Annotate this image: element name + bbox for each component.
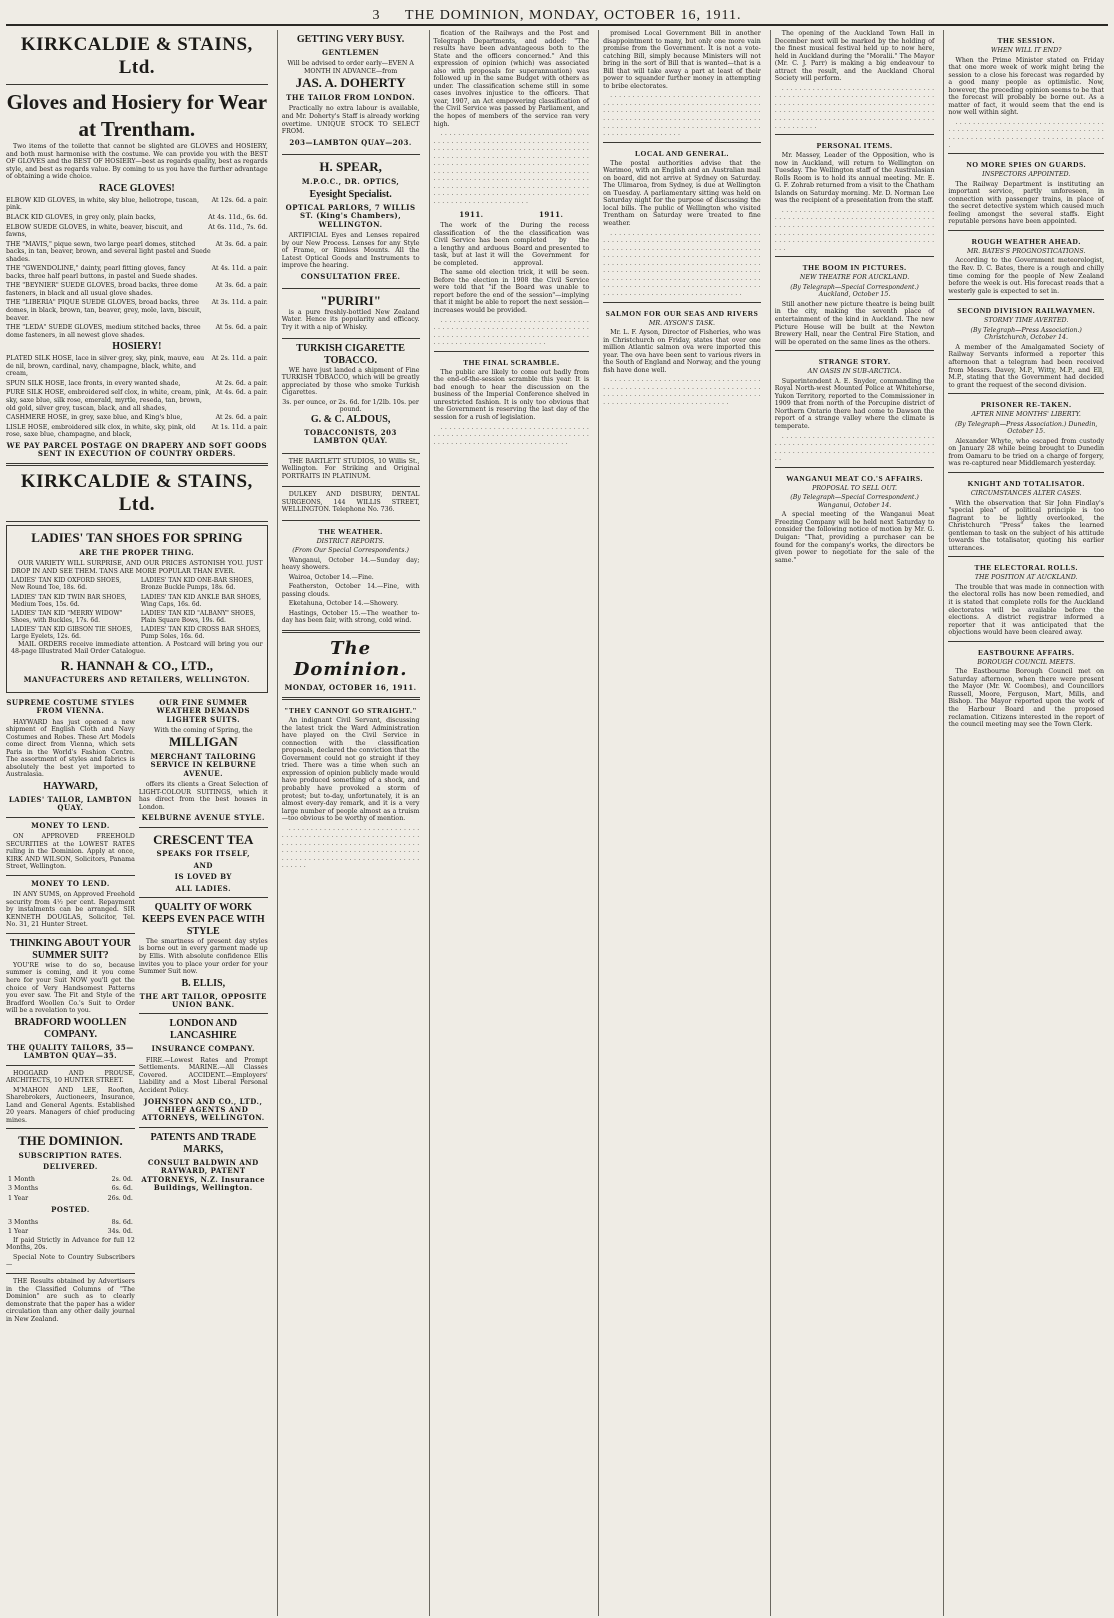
price-row: LISLE HOSE, embroidered silk clox, in white, sky, pink, old rose, saxe blue, champagne, and black, At 1s. 11d. a pair. [6,423,268,439]
advertiser-title: G. & C. ALDOUS, [310,413,391,425]
table-row: 3 Months 6s. 6d. [8,1185,133,1193]
article-body: The Eastbourne Borough Council met on Saturday afternoon, when there were present the Mayor (Mr. W. Coombes), and Councillors Russell, Moore, Ferguson, Mart, Mills, and Bishop. The Mayor reported upon the work of the Harbour Board and the proposed reclamation. Citizens interested in the report of the council meeting may see the Town Clerk. [948,668,1105,729]
article-heading: THE SESSION. [997,36,1055,45]
ad-body: is a pure freshly-bottled New Zealand Water. Hence its popularity and efficacy. Try it with a nip of Whisky. [281,308,420,332]
article-body-filler: . . . . . . . . . . . . . . . . . . . . . . . . . . . . . . . . . . . . . . . . . . . . . . . . . . . . . . . . . . . . . . . . . . . . . . . . . . . . . . . . . . . . . . . . . . . . . . . . . . . . . . . . . . . . . [774,432,935,463]
article-body: The public are likely to come out badly from the end-of-the-session scramble this year. It is bad enough to hear the discussion on the business of the Imperial Conference shelved in unrestricted fashion. It is only too obvious that the Government is reserving the last day of the session for a rush of legislation. [433,368,590,421]
article-body: The trouble that was made in connection with the electoral rolls has now been remedied, and it is stated that complete rolls for the Auckland electorates will be available before the elections. A district registrar informed a reporter that it was anticipated that the objections would have been cleared away. [948,583,1105,637]
price-row: ELBOW SUEDE GLOVES, in white, beaver, biscuit, and fawns, At 6s. 11d., 7s. 6d. [6,223,268,239]
studio-ad [282,454,420,488]
weather-report: Featherston, October 14.—Fine, with passing clouds. [281,583,420,598]
spear-ad: H. SPEAR, M.P.O.C., DR. OPTICS, Eyesight Specialist. OPTICAL PARLORS, 7 WILLIS ST. (King's Chambers), WELLINGTON. ARTIFICIAL Eyes and Lenses repaired by our New Process. Lenses for any Style of Frame, or Rimless Mounts. All the Latest Optical Goods and Instruments to improve the hearing. CONSULTATION FREE. [282,155,420,289]
advertiser-title: H. SPEAR, [319,159,382,175]
ad-body: M'MAHON AND LEE, Rooften, Sharebrokers, Auctioneers, Insurance, Land and General Agents. Established 20 years. Managers of chief producing mines. [6,1086,135,1124]
ad-body: HAYWARD has just opened a new shipment of English Cloth and Navy Costumes and Robes. These Art Models come direct from Vienna, which sets Paris in the World's Fashion Centre. The assortment of styles and fabrics is absolutely the best yet imported to Australasia. [6,718,135,779]
article-body: A member of the Amalgamated Society of Railway Servants informed a reporter this afternoon that a telegram had been received from Messrs. Davey, M.P., Witty, M.P., and Ell, M.P., stating that the Government had decided to grant the request of the second division. [948,343,1105,389]
advertiser-title: R. HANNAH & CO., LTD., [60,657,213,673]
table-subhead: DELIVERED. [43,1162,98,1172]
ad-body: DULKEY AND DISBURY, DENTAL SURGEONS, 144 WILLIS STREET, WELLINGTON. Telephone No. 736. [281,491,420,514]
table-row: 1 Year 26s. 0d. [8,1194,133,1202]
article-body: According to the Government meteorologist, the Rev. D. C. Bates, there is a rough and chilly time coming for the people of New Zealand before the week is out. His forecast reads that a westerly gale is expected to set in. [948,257,1105,295]
column-5 [770,30,939,1616]
section-heading: HOSIERY! [112,341,162,353]
column-3 [429,30,594,1616]
section-heading: LOCAL AND GENERAL. [635,148,729,158]
ad-body: IN ANY SUMS, on Approved Freehold security from 4½ per cent. Repayment by instalments can be arranged. SIR KENNETH DOUGLAS, Solicitor, Tel. No. 31, 21 Hunter Street. [6,891,135,929]
shoe-list [11,577,263,641]
weather-report: Eketahuna, October 14.—Showery. [288,600,399,608]
article-body: A special meeting of the Wanganui Meat Freezing Company will be held next Saturday to consider the following notice of motion by Mr. G. Duigan: "That, providing a purchaser can be found for the company's works, the directors be given power to negotiate for the sale of the same." [774,511,935,564]
rates-table [6,1218,135,1237]
ad-foot: JOHNSTON AND CO., LTD., CHIEF AGENTS AND ATTORNEYS, WELLINGTON. [141,1096,265,1123]
ad-body: The smartness of present day styles is borne out in every garment made up by Ellis. With absolute confidence Ellis invites you to place your order for your Summer Suit now. [138,937,268,976]
hosiery-list [6,355,268,438]
ad-body: ARTIFICIAL Eyes and Lenses repaired by our New Process. Lenses for any Style of Frame, or Rimless Mounts. All the Latest Optical Goods and Instruments to improve the hearing. [281,232,420,270]
list-item: LADIES' TAN KID "ALBANY" SHOES, Plain Square Bows, 19s. 6d. [140,609,256,625]
advertiser-subtitle: THE ART TAILOR, OPPOSITE UNION BANK. [139,991,267,1010]
advertiser-title: B. ELLIS, [181,977,226,989]
advertiser-title: KIRKCALDIE & STAINS, Ltd. [20,34,253,78]
article-body-filler: . . . . . . . . . . . . . . . . . . . . . . . . . . . . . . . . . . . . . . . . . . . . . . . . . . . . . . . . . . . . . . . . . . . . . . . . . . . . . . . . . . . . . . . . . . . . . . . . . . . . . . . . . . . . . . . . . . . . . . . . . . . . . . . . . . . . . . . . . . . . . . . . . . . . . . . . . . . . . . . . . . . . . . . . . . . . . . . . . . . . . . . . . . . . . . . . . . . . . . . . . . . . . . . . . . . . . . . . . . . . . . . . . . . . . . . . . . . . . . . . . . . . . . . . . . . . . . . . . . . . . . . . . . . . . . . . . . . . . . . . . . . . . . . . . . . . . . . . . . . . . . . . . . . . . . . . . . . . . . . . . . . . . . . . . . . . . . . . [433,130,590,206]
article-heading: ROUGH WEATHER AHEAD. [971,236,1081,246]
price-row: THE "LEDA" SUEDE GLOVES, medium stitched backs, three dome fasteners, in all newest glove shades. At 5s. 6d. a pair. [6,324,268,339]
section-subheading: DISTRICT REPORTS. [316,537,385,545]
ad-body: HOGGARD AND PROUSE, ARCHITECTS, 10 HUNTER STREET. [6,1069,135,1085]
ad-body: ON APPROVED FREEHOLD SECURITIES at the LOWEST RATES ruling in the Dominion. Apply at once, KIRK AND WILSON, Solicitors, Panama Street, Wellington. [6,833,135,871]
article-body: The Railway Department is instituting an important service, partly unforeseen, in connection with passenger trains, in place of the secret detective system which caused much feeling amongst the several staffs. Eight reputable persons have been appointed. [948,180,1105,226]
column-4 [598,30,765,1616]
article-heading: KNIGHT AND TOTALISATOR. [967,478,1085,488]
divider [6,84,268,85]
article-body-filler: . . . . . . . . . . . . . . . . . . . . . . . . . . . . . . . . . . . . . . . . . . . . . . . . . . . . . . . . . . . . . . . . . . . . . . . . . . . . . . . . . . . . . . . . . . . . . . . . . . . . [433,423,590,446]
rates-table [6,1175,135,1204]
ad-headline: TURKISH CIGARETTE TOBACCO. [296,342,405,366]
article-body: The same old election trick, it will be seen. Before the election in 1908 the Civil Service were told that "if the Board was unable to report before the end of the session"—implying that it might be able to report the next session—increases would be provided. [433,269,590,314]
dental-ad [282,487,420,521]
advertiser-subtitle: LADIES' TAILOR, LAMBTON QUAY. [8,794,132,813]
page-number: 3 [372,8,381,23]
comparison-left [434,208,510,270]
ad-body: Will be advised to order early—EVEN A MONTH IN ADVANCE—from [287,60,414,75]
article-subheading: WHEN WILL IT END? [990,47,1062,54]
article-body-filler: . . . . . . . . . . . . . . . . . . . . . . . . . . . . . . . . . . . . . . . . . . . . . . . . . . . . . . . . . . . . . . . . . . . . . . . . . . . . . . . . . . . . . . . . . . . . . . . . . . . . . . . . . . . . . . . . . . . . . . . . . . . . . . . . . . . . . . . [603,376,761,406]
list-item: LADIES' TAN KID GIBSON TIE SHOES, Large Eyelets, 12s. 6d. [11,626,133,641]
article-body-filler: . . . . . . . . . . . . . . . . . . . . . . . . . . . . . . . . . . . . . . . . . . . . . . . . . . . . . . . . . . . . . . . . . . . . . . . . . . . . . . . . . . . . . . . . . . . . . . . . . . . . . . . . . . . . . . . . . . . . . . . . . . . . . . . . . . . . . . . . . . . . . . . . . . . . . . . . . . . . . . . . . . . . . . . . . . . . . . . . . . . . . . . . . . . . . . . . . . . . . . . . . . . . . . . . . . . . . . . . . . . . . . . . . . . . . . . . . . . . . . . . . . . . . . . . . . . . . . . . . . . . . . . . . . . . . . . . . . . . . . . . . . . . . . . . . . . . . . . . . . . . . . . . . . . . . . . . . . . . . . [603,229,761,297]
price-row: THE "BEYNIER" SUEDE GLOVES, broad backs, three dome fasteners, in black and all usual glove shades. At 3s. 6d. a pair. [6,282,268,297]
article-heading: PRISONER RE-TAKEN. [980,400,1072,410]
comparison-right [513,208,589,270]
ad-headline: GETTING VERY BUSY. [296,34,405,45]
postage-note: WE PAY PARCEL POSTAGE ON DRAPERY AND SOFT GOODS SENT IN EXECUTION OF COUNTRY ORDERS. [6,440,268,459]
column-2 [277,30,424,1616]
ad-headline: MONEY TO LEND. [31,878,110,888]
advertiser-title: BRADFORD WOOLLEN COMPANY. [14,1016,127,1040]
article-heading: NO MORE SPIES ON GUARDS. [966,160,1087,170]
ad-headline: LADIES' TAN SHOES FOR SPRING [31,530,243,546]
section-heading: THE WEATHER. [318,526,383,536]
weather-report: Hastings, October 15.—The weather to-day has been fair, with strong, cold wind. [281,609,420,625]
article-body: With the observation that Sir John Findlay's "special plea" of political principle is too flagrant to be lightly overlooked, the Christchurch "Press" takes the learned gentleman to task on the subject of his attitude towards the totalisator, quoting his earlier utterances. [948,499,1105,552]
gloves-list [6,197,268,339]
advertiser-subtitle: INSURANCE COMPANY. [151,1044,255,1054]
ad-headline: Gloves and Hosiery for Wear at Trentham. [6,89,268,141]
dateline: (By Telegraph—Special Correspondent.) Auckland, October 15. [790,283,919,299]
list-item: LADIES' TAN KID TWIN BAR SHOES, Medium Toes, 15s. 6d. [11,593,127,608]
doherty-ad: GETTING VERY BUSY. GENTLEMEN Will be advised to order early—EVEN A MONTH IN ADVANCE—from JAS. A. DOHERTY THE TAILOR FROM LONDON. Practically no extra labour is available, and Mr. Doherty's Staff is already working overtime. UNIQUE STOCK TO SELECT FROM. 203—LAMBTON QUAY—203. [282,30,420,155]
ad-body: THE BARTLETT STUDIOS, 10 Willis St., Wellington. For Striking and Original PORTRAITS IN PLATINUM. [281,457,420,480]
article-heading: THE FINAL SCRAMBLE. [463,357,560,367]
dateline: (By Telegraph—Press Association.) Dunedin, October 15. [955,420,1098,436]
article-subheading: AFTER NINE MONTHS' LIBERTY. [971,411,1081,419]
list-item: LADIES' TAN KID CROSS BAR SHOES, Pump Soles, 16s. 6d. [140,626,261,641]
article-heading: STRANGE STORY. [818,357,891,367]
ad-headline: MONEY TO LEND. [31,820,110,830]
price-row: BLACK KID GLOVES, in grey only, plain backs, At 4s. 11d., 6s. 6d. [6,214,268,222]
article-body-filler: . . . . . . . . . . . . . . . . . . . . . . . . . . . . . . . . . . . . . . . . . . . . . . . . . . . . . . . . . . . . . . . . . . . . . . . . . . . . . . . . . . . . . . . . . . . . . . . . . . . . . . . . . [948,118,1105,149]
right-ad-column: OUR FINE SUMMER WEATHER DEMANDS LIGHTER SUITS. With the coming of Spring, the MILLIGAN MERCHANT TAILORING SERVICE IN KELBURNE AVENUE. offers its clients a Great Selection of LIGHT-COLOUR SUITINGS, which it has direct from the best houses in London. KELBURNE AVENUE STYLE. CRESCENT TEA SPEAKS FOR ITSELF, AND IS LOVED BY ALL LADIES. QUALITY OF WORK KEEPS EVEN PACE WITH STYLE The smartness of present day styles is borne out in every garment made up by Ellis. With absolute confidence Ellis invites you to place your order for your Summer Suit now. B. ELLIS, THE ART TAILOR, OPPOSITE UNION BANK. LONDON AND LANCASHIRE INSURANCE COMPANY. FIRE.—Lowest Rates and Prompt Settlements. MARINE.—All Classes Covered. ACCIDENT.—Employers' Liability and a Most Liberal Personal Accident Policy. JOHNSTON AND CO., LTD., CHIEF AGENTS AND ATTORNEYS, WELLINGTON. PATENTS AND TRADE MARKS, CONSULT BALDWIN AND RAYWARD, PATENT ATTORNEYS, N.Z. Insurance Buildings, Wellington. [138,697,268,1192]
ad-headline: THINKING ABOUT YOUR SUMMER SUIT? [9,937,131,961]
article-subheading: MR. AYSON'S TASK. [648,319,715,327]
article-body-filler: . . . . . . . . . . . . . . . . . . . . . . . . . . . . . . . . . . . . . . . . . . . . . . . . . . . . . . . . . . . . . . . . . . . . . . . . . . . . . . . . . . . . . . . . . . . . . . . . . . . . . . . . . . . . . . . . . . . . . . . . . . . . . . . . . . . . . . . . . . . . . . . . . . . . . . . . . . . . . . . . [281,824,420,870]
article-body: Mr. Massey, Leader of the Opposition, who is now in Auckland, will return to Wellington on Tuesday. The Wellington staff of the Australasian Rolls Room is to hold its annual meeting. Mr. E. G. F. Zohrab returned from a visit to the Chatham Islands on Saturday morning. Mr. D. Norman Lee was the recipient of a presentation from the staff. [774,152,935,205]
article-subheading: INSPECTORS APPOINTED. [982,171,1071,179]
comparison-table [434,208,590,270]
issue-date: MONDAY, OCTOBER 16, 1911. [284,682,417,692]
mail-orders-note: MAIL ORDERS receive immediate attention. A Postcard will bring you our 48-page Illustrated Mail Order Catalogue. [11,640,263,656]
ad-body: With the coming of Spring, the [154,726,253,734]
rates-note: If paid Strictly in Advance for full 12 Months, 20s. [6,1236,135,1252]
article-body: promised Local Government Bill in another disappointment to many, but only one more vain promise from the Government. It is not a vote-catching Bill, simply because Ministers will not bring in the sort of Bill that is wanted—that is a Bill that will take away a part at least of their power to squander further money in attempting to bribe electorates. [603,30,761,90]
ad-foot: KELBURNE AVENUE STYLE. [141,813,265,823]
table-row: 1 Month 2s. 0d. [8,1175,133,1183]
price-row: PLATED SILK HOSE, lace in silver grey, sky, pink, mauve, eau de nil, brown, cardinal, navy, champagne, black, white, and cream, At 2s. 11d. a pair. [6,355,268,378]
list-item: LADIES' TAN KID "MERRY WIDOW" Shoes, with Buckles, 17s. 6d. [11,609,123,625]
table-row: 3 Months 8s. 6d. [8,1218,133,1226]
advertiser-title: KIRKCALDIE & STAINS, Ltd. [20,471,253,516]
article-body: When the Prime Minister stated on Friday that one more week of work might bring the session to a close his forecast was regarded by a good many people as optimistic. Now, however, the preceding opinion seems to be that the forecast will probably be borne out. As a matter of fact, it would seem that the end is now well within sight. [948,56,1105,117]
price-row: PURE SILK HOSE, embroidered self clox, in white, cream, pink, sky, saxe blue, silk rose, emerald, myrtle, reseda, tan, brown, old gold, silver grey, tuscan, black, and all shades, At 4s. 6d. a pair. [6,389,268,412]
ad-headline: SUPREME COSTUME STYLES FROM VIENNA. [6,697,135,716]
left-ad-column [6,696,135,1326]
ad-body: YOU'RE wise to do so, because summer is coming, and it you come here for your Suit NOW you'll get the choice of Very Handsomest Patterns you ever saw. The Fit and Style of the Bradford Woollen Co.'s Suit to Order will be a revelation to you. [6,961,135,1015]
article-heading: THE ELECTORAL ROLLS. [974,563,1078,573]
ad-address: 203—LAMBTON QUAY—203. [289,137,412,147]
article-body: fication of the Railways and the Post and Telegraph Departments, and added: "The results have been advantageous both to the State and the officers concerned." And this expression of opinion (which) was associated also with proposals for superannuation) was followed up in the same Budget with others as under. The classification scheme still in some cases involves injustice to the officers. That year, 1907, an Act empowering classification of the Civil Service was passed by Parliament, and the hopes of members of the service ran very high. [433,30,590,128]
advertiser-subtitle: CONSULT BALDWIN AND RAYWARD, PATENT ATTORNEYS, N.Z. Insurance Buildings, Wellington. [141,1157,266,1192]
ad-headline: OUR FINE SUMMER WEATHER DEMANDS LIGHTER SUITS. [156,697,250,724]
masthead [6,8,1108,26]
article-body: Mr. L. F. Ayson, Director of Fisheries, who was in Christchurch on Friday, states that over one million Atlantic salmon ova were imported this year. The ova have been sent to various rivers in the South of England and Norway, and the young fish have done well. [603,329,761,374]
ad-headline: SUBSCRIPTION RATES. [18,1150,123,1160]
article-body: The work of the classification of the Civil Service has been a lengthy and arduous task, but at last it will be completed. [433,221,510,267]
advertiser-subtitle: MANUFACTURERS AND RETAILERS, WELLINGTON. [23,675,250,685]
ad-intro: OUR VARIETY WILL SURPRISE, AND OUR PRICES ASTONISH YOU. JUST DROP IN AND SEE THEM. TANS ARE MORE POPULAR THAN EVER. [11,560,263,575]
advertiser-subtitle: MERCHANT TAILORING SERVICE IN KELBURNE AVENUE. [150,752,257,778]
ad-headline: "PURIRI" [320,293,381,309]
kirkcaldie-gloves-ad [6,30,268,522]
article-body: An indignant Civil Servant, discussing the latest trick the Ward Administration have played on the Civil Service in connection with the classification proposals, declared the conviction that the Government could not go straight if they tried. There was a time when such an expression of opinion publicly made would have produced something of a shock, and probably have provoked a storm of protest; but to-day, unfortunately, it is an almost every-day remark, and it is a very large number of people almost as a truism—too obvious to be worthy of mention. [281,717,420,823]
advertiser-title: HAYWARD, [43,780,98,792]
rates-foot: Special Note to Country Subscribers— [6,1253,135,1269]
article-subheading: BOROUGH COUNCIL MEETS. [977,658,1076,666]
tobacco-ad: TURKISH CIGARETTE TOBACCO. WE have just landed a shipment of Fine TURKISH TOBACCO, which will be greatly appreciated by those who smoke Turkish Cigarettes. 3s. per ounce, or 2s. 6d. for 1/2lb. 10s. per pound. G. & C. ALDOUS, TOBACCONISTS, 203 LAMBTON QUAY. [282,339,420,454]
ad-body: offers its clients a Great Selection of LIGHT-COLOUR SUITINGS, which it has direct from the best houses in London. [138,781,268,811]
ad-body: Practically no extra labour is available, and Mr. Doherty's Staff is already working overtime. UNIQUE STOCK TO SELECT FROM. [281,105,420,136]
two-column-ads [6,696,268,1326]
article-body: The opening of the Auckland Town Hall in December next will be marked by the holding of the finest musical festival held up to now here, held in Auckland during the "Moralii." The Mayor (Mr. C. J. Parr) is making a big endeavour to attract the result, and the Auckland Choral Society will perform. [774,30,935,83]
article-heading: WANGANUI MEAT CO.'S AFFAIRS. [786,473,923,483]
article-body: During the recess the classification was completed by the Board and presented to the Government for approval. [513,221,590,267]
ad-headline: QUALITY OF WORK KEEPS EVEN PACE WITH STYLE [141,901,265,937]
advertiser-subtitle: THE TAILOR FROM LONDON. [286,93,416,103]
price-row: THE "MAVIS," pique sewn, two large pearl domes, stitched backs, in tan, beaver, brown, and several light pastel and Suede shades. At 3s. 6d. a pair. [6,240,268,263]
list-item: LADIES' TAN KID OXFORD SHOES, New Round Toe, 18s. 6d. [11,577,122,592]
price-row: ELBOW KID GLOVES, in white, sky blue, heliotrope, tuscan, pink. At 12s. 6d. a pair. [6,196,268,212]
article-heading: SALMON FOR OUR SEAS AND RIVERS [605,308,759,318]
leader-heading: "THEY CANNOT GO STRAIGHT." [284,706,418,716]
advertiser-title: LONDON AND LANCASHIRE [169,1018,238,1042]
advertiser-title: MILLIGAN [168,734,238,750]
results-note: THE Results obtained by Advertisers in the Classified Columns of "The Dominion" are such as to clearly demonstrate that the paper has a wider circulation than any other daily journal in New Zealand. [6,1278,135,1323]
advertiser-subtitle: TOBACCONISTS, 203 LAMBTON QUAY. [304,427,397,446]
column-6 [943,30,1108,1616]
price-row: SPUN SILK HOSE, lace fronts, in every wanted shade, At 2s. 6d. a pair. [6,379,268,387]
advertiser-title: THE DOMINION. [18,1133,123,1149]
article-heading: EASTBOURNE AFFAIRS. [977,647,1075,657]
list-item: LADIES' TAN KID ONE-BAR SHOES, Bronze Buckle Pumps, 18s. 6d. [140,577,254,592]
article-body: Superintendent A. E. Snyder, commanding the Royal North-west Mounted Police at Whitehorse, Yukon Territory, reported to the Commissioner in 1909 that from north of the Porcupine district of Northern Ontario there had come to Dawson the report of a strange valley where the climate is temperate. [774,377,935,430]
newspaper-nameplate: The Dominion. [293,637,408,681]
weather-section: THE WEATHER. DISTRICT REPORTS. (From Our Special Correspondents.) Wanganui, October 14.—Sunday day; heavy showers. Wairoa, October 14.—Fine. Featherston, October 14.—Fine, with passing clouds. Eketahuna, October 14.—Showery. Hastings, October 15.—The weather to-day has been fair, with strong, cold wind. [281,526,420,625]
article-heading: SECOND DIVISION RAILWAYMEN. [957,306,1096,316]
table-subhead: 1911. [459,209,484,219]
price-row: THE "LIBERIA" PIQUE SUEDE GLOVES, broad backs, three domes, in black, brown, tan, beaver, grey, mole, lavn, biscuit, beaver. At 3s. 11d. a pair. [6,299,268,322]
article-subheading: NEW THEATRE FOR AUCKLAND. [799,274,910,282]
ad-intro: Two items of the toilette that cannot be slighted are GLOVES and HOSIERY, and both must harmonise with the costume. We can provide you with the BEST OF GLOVES and the BEST OF HOSIERY—best as regards quality, best as regards style, and best as regards value. By coming to us you have the further advantage of obtaining a wide choice. [6,143,268,181]
price-row: THE "GWENDOLINE," dainty, pearl fitting gloves, fancy backs, three half pearl buttons, in pastel and Suede shades. At 4s. 11d. a pair. [6,265,268,280]
article-subheading: MR. BATES'S PROGNOSTICATIONS. [966,247,1086,255]
article-subheading: THE POSITION AT AUCKLAND. [974,574,1078,582]
article-subheading: STORMY TIME AVERTED. [984,317,1069,325]
tan-shoes-ad [6,525,268,693]
price-row: CASHMERE HOSE, in grey, saxe blue, and King's blue, At 2s. 6d. a pair. [6,414,268,422]
ad-headline: CRESCENT TEA [153,831,254,847]
article-body-filler: . . . . . . . . . . . . . . . . . . . . . . . . . . . . . . . . . . . . . . . . . . . . . . . . . . . . . . . . . . . . . . . . . . . . . . . . . . . . . . . . . . . . . . . . . . . . . . . . . . . . . . . . . . . . . . . . . . . . . . . . . . . . . . . . . . . . . . . . . . . . . . . . . . . . . . . . . . . . . . . . . . . . . . . . . . . . . . . . . . . . . . [774,206,935,252]
divider [6,463,268,466]
column-1 [6,30,272,1616]
ad-body: WE have just landed a shipment of Fine TURKISH TOBACCO, which will be greatly appreciated by those who smoke Turkish Cigarettes. [281,366,420,397]
table-row: 1 Year 34s. 0d. [8,1228,133,1236]
dateline: (By Telegraph—Special Correspondent.) Wanganui, October 14. [790,494,919,509]
advertiser-subtitle: Eyesight Specialist. [309,189,392,201]
advertiser-subtitle: THE QUALITY TAILORS, 35—LAMBTON QUAY—35. [7,1042,134,1061]
article-subheading: AN OASIS IN SUB-ARCTICA. [807,368,902,376]
puriri-ad [282,289,420,338]
columns [6,30,1108,1616]
ad-body: FIRE.—Lowest Rates and Prompt Settlements. MARINE.—All Classes Covered. ACCIDENT.—Employers' Liability and a Most Liberal Personal Accident Policy. [138,1056,268,1095]
article-body: The postal authorities advise that the Warimoo, with an English and an Australian mail on board, did not arrive at Sydney on Saturday. The Ulimaroa, from Sydney, is due at Wellington on Tuesday. A parliamentary sitting was held on Saturday night for the purpose of discussing the local bills. The public of Wellington who visited Trentham on Saturday were treated to fine weather. [603,159,761,228]
ad-headline: PATENTS AND TRADE MARKS, [150,1131,257,1155]
weather-report: Wanganui, October 14.—Sunday day; heavy showers. [281,557,420,572]
table-subhead: 1911. [539,209,564,219]
article-body-filler: . . . . . . . . . . . . . . . . . . . . . . . . . . . . . . . . . . . . . . . . . . . . . . . . . . . . . . . . . . . . . . . . . . . . . . . . . . . . . . . . . . . . . . . . . . . . . . . . . . . . . . . . . . . . . . . . . . . . . . . . . . . . . . . . . . [433,316,590,347]
weather-report: Wairoa, October 14.—Fine. [288,573,374,581]
article-body: Alexander Whyte, who escaped from custody on January 28 while being brought to Dunedin from Oamaru to be tried on a charge of forgery, was re-captured near Middlemarch yesterday. [948,437,1105,468]
masthead-title: THE DOMINION, MONDAY, OCTOBER 16, 1911. [404,8,742,23]
section-heading: PERSONAL ITEMS. [816,141,893,151]
section-heading: RACE GLOVES! [98,182,175,194]
article-body-filler: . . . . . . . . . . . . . . . . . . . . . . . . . . . . . . . . . . . . . . . . . . . . . . . . . . . . . . . . . . . . . . . . . . . . . . . . . . . . . . . . . . . . . . . . . . . . . . . . . . . . . . . . . . . . . . . . . . . . . . . . . . . . . . . . . . . . . . . . . . . . . . . . . . . . . . . . . . . . . . . . . . . . . . . . . . . . . . . . . . . . . . . . . . . . . . . . . . . . [603,92,761,138]
article-subheading: CIRCUMSTANCES ALTER CASES. [970,489,1082,497]
advertiser-title: JAS. A. DOHERTY [295,75,406,91]
article-body: Still another new picture theatre is being built in the city, making the seventh place of entertainment of the kind in Auckland. The new Picture House will be built at the Newton Brewery Hall, near the Central Fire Station, and will be operated on the same lines as the others. [774,300,935,346]
dateline: (By Telegraph—Press Association.) Christchurch, October 14. [970,326,1082,342]
table-subhead: POSTED. [51,1205,90,1215]
ad-subhead: ARE THE PROPER THING. [79,547,195,557]
list-item: LADIES' TAN KID ANKLE BAR SHOES, Wing Caps, 16s. 6d. [140,593,262,608]
article-body-filler: . . . . . . . . . . . . . . . . . . . . . . . . . . . . . . . . . . . . . . . . . . . . . . . . . . . . . . . . . . . . . . . . . . . . . . . . . . . . . . . . . . . . . . . . . . . . . . . . . . . . . . . . . . . . . . . . . . . . . . . . . . . . . . . . . . . . . . . . . . . . . . . . . . . . . . . . . . . . . . . . . . . . . . . . . . . . . . . . . . . . . . . . . . . . . [774,84,935,130]
article-subheading: PROPOSAL TO SELL OUT. [812,484,898,492]
article-heading: THE BOOM IN PICTURES. [802,263,907,273]
